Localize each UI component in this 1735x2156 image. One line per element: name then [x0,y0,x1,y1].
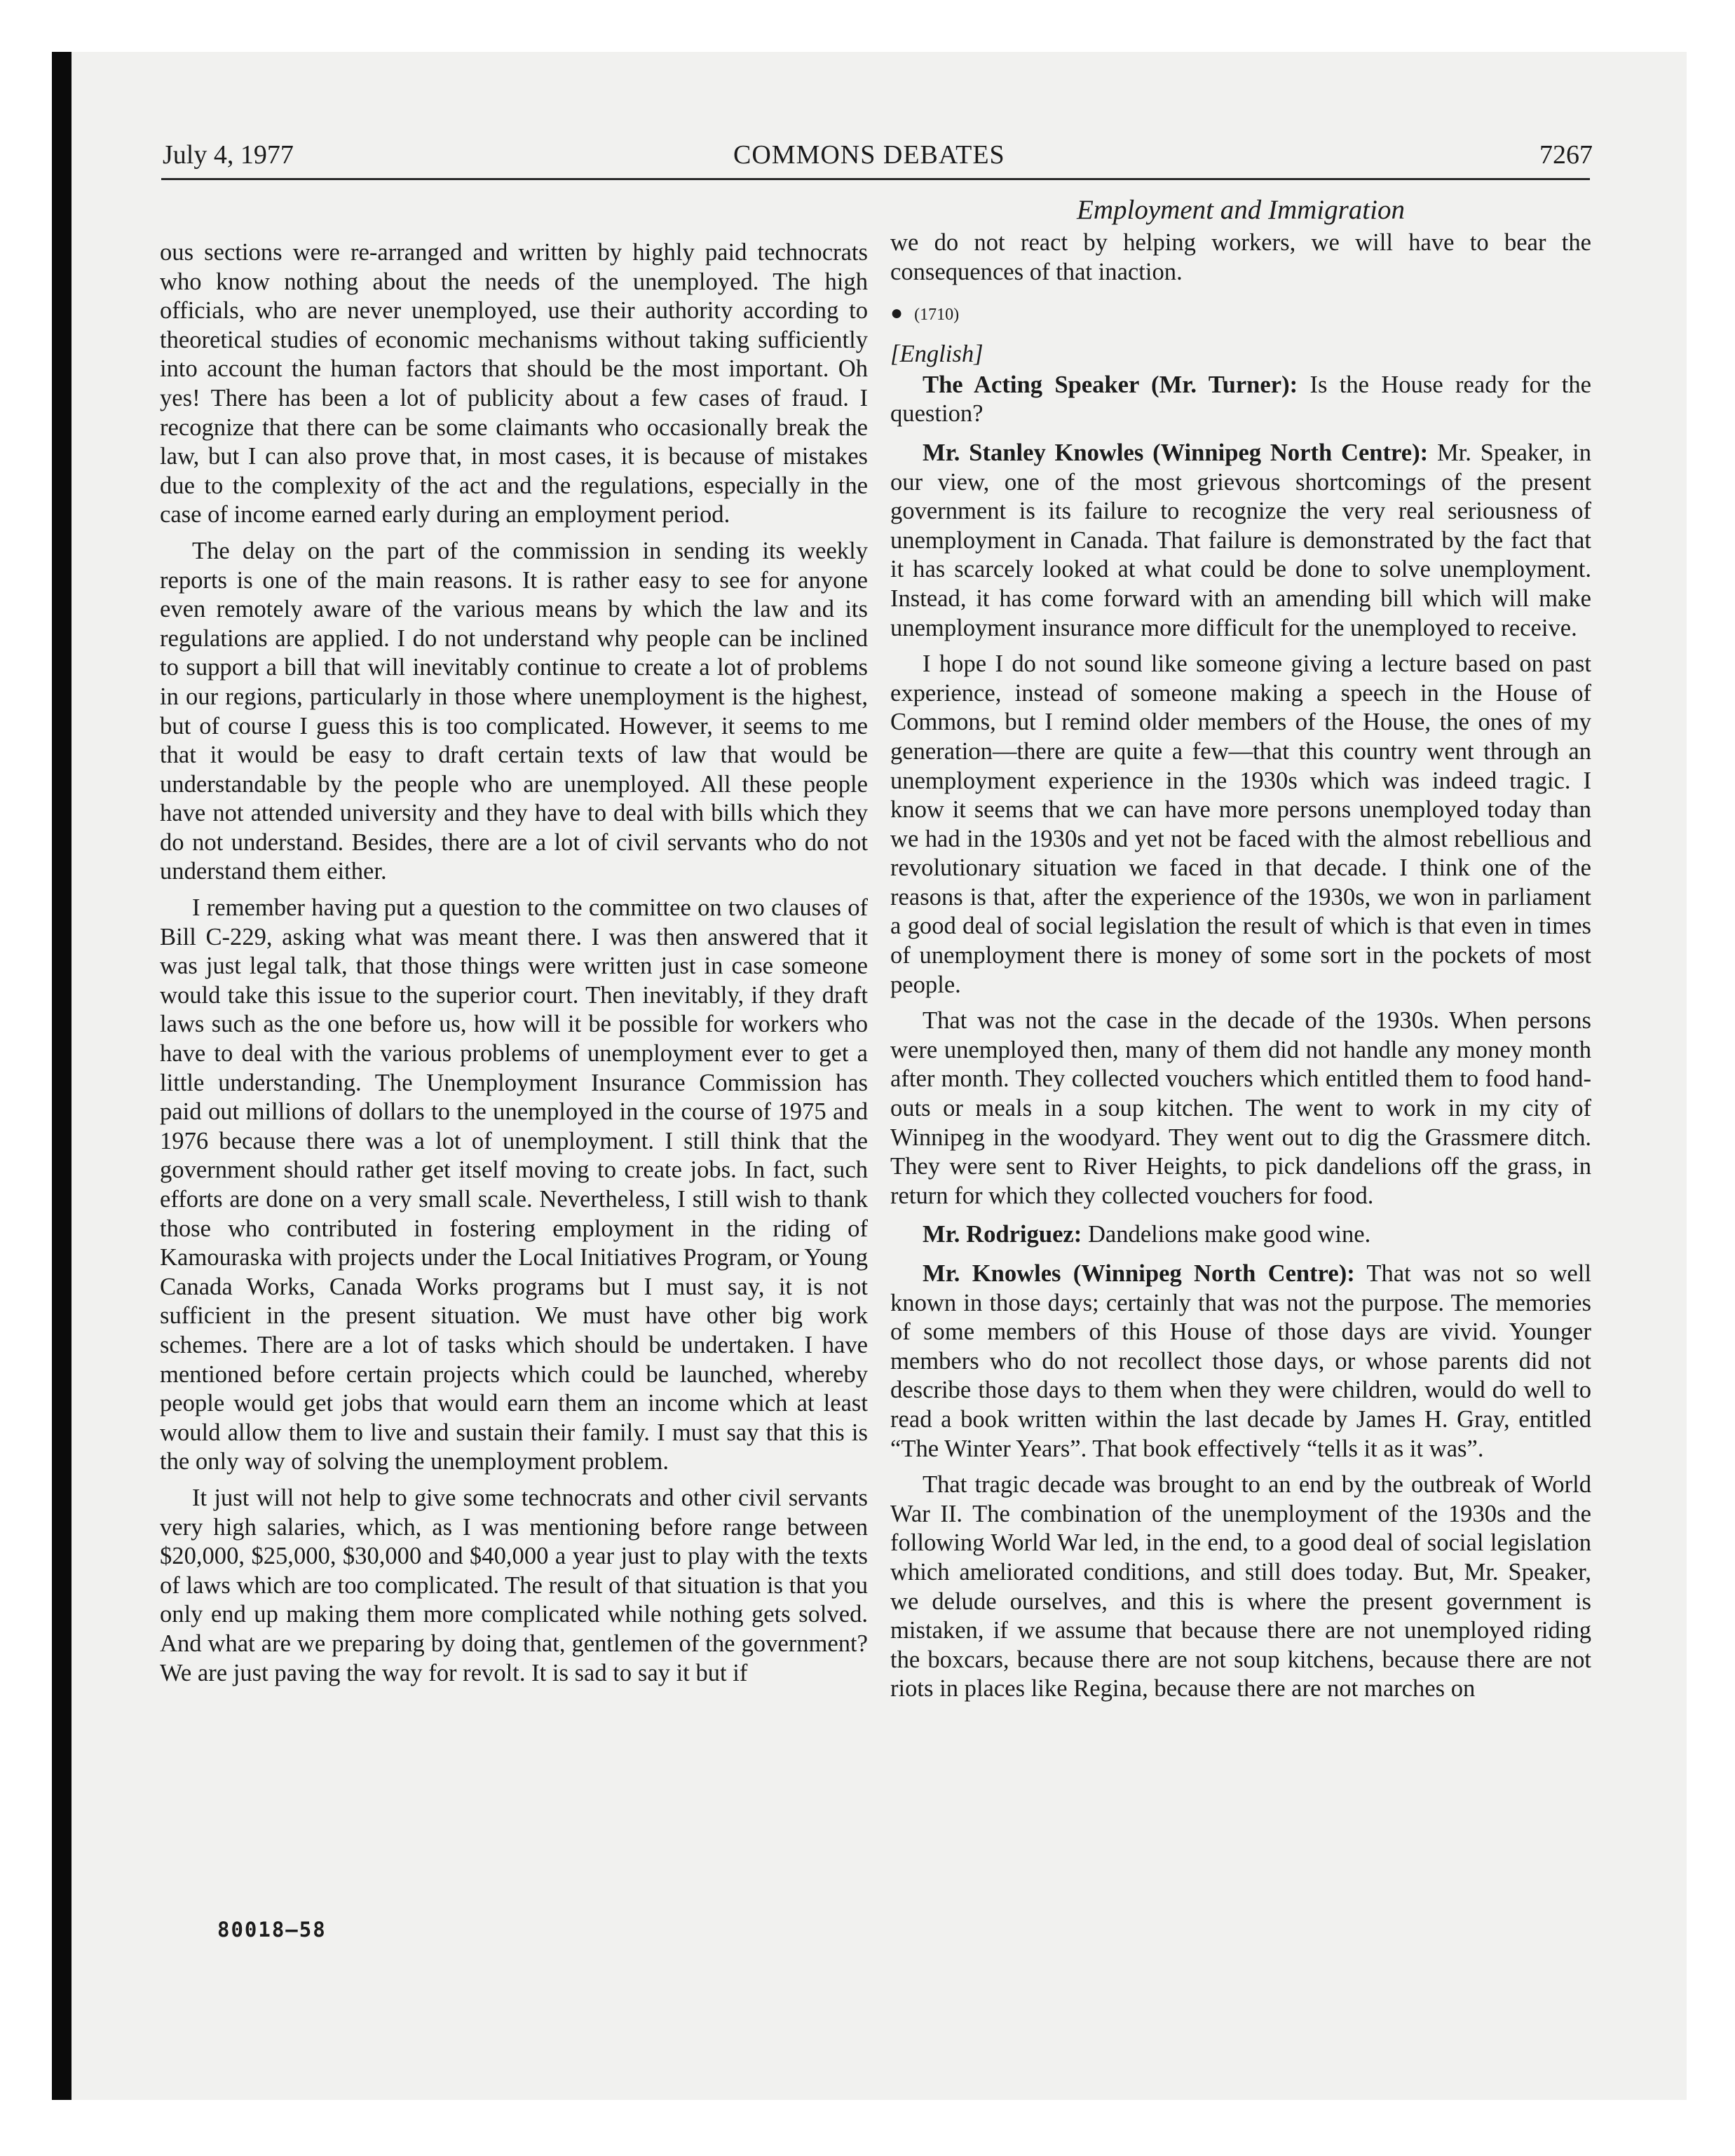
page-binding-edge [52,52,72,2100]
bullet-icon: ● [890,301,904,325]
left-column [160,238,868,1695]
speech [890,1260,1591,1464]
time-marker-text: (1710) [914,306,960,325]
paragraph: we do not react by helping workers, we will have to bear the consequences of that inaction. [890,229,1591,285]
paragraph: I remember having put a question to the committee on two clauses of Bill C-229, asking what was meant there. I was then answered that it was just legal talk, that those things were written just in case someone would take this issue to the superior court. Then inevitably, if they draft laws such as the one before us, how will it be possible for workers who have to deal with the various problems of unemployment ever to get a little understanding. The Unemployment Insurance Commission has paid out millions of dollars to the unemployed in the course of 1975 and 1976 because there was a lot of unemployment. I still think that the government should rather get itself moving to create jobs. In fact, such efforts are done on a very small scale. Nevertheless, I still wish to thank those who contributed in fostering employment in the riding of Kamouraska with projects under the Local Initiatives Program, or Young Canada Works, Canada Works programs but I must say, it is not sufficient in the present situation. We must have other big work schemes. There are a lot of tasks which should be undertaken. I have mentioned before certain projects which could be launched, whereby people would get jobs that would earn them an income which at least would allow them to live and sustain their family. I must say that this is the only way of solving the unemployment problem. [160,894,868,1475]
footer-code: 80018—58 [217,1918,327,1942]
speech [890,371,1591,429]
header-rule [161,178,1590,180]
speech-text: Dandelions make good wine. [1087,1221,1371,1248]
paragraph: It just will not help to give some technocrats and other civil servants very high salaries, which, as I was mentioning before range between $20,000, $25,000, $30,000 and $40,000 a year just to play with the texts of laws which are too complicated. The result of that situation is that you only end up making them more complicated while nothing gets solved. And what are we preparing by doing that, gentlemen of the government? We are just paving the way for revolt. It is sad to say it but if [160,1484,868,1686]
speaker-name: The Acting Speaker (Mr. Turner): [923,371,1298,398]
paragraph: That tragic decade was brought to an end by the outbreak of World War II. The combination of the unemployment of the 1930s and the following World War led, in the end, to a good deal of social legislation which ameliorated conditions, and still does today. But, Mr. Speaker, we delude ourselves, and this is where the present government is mistaken, if we assume that because there are not unemployed riding the boxcars, because there are not soup kitchens, because there are not riots in places like Regina, because there are not marches on [890,1471,1591,1703]
speech-text: Is the House ready for the question? [890,371,1591,428]
time-marker [890,301,1591,327]
right-column [890,228,1591,1711]
paragraph: ous sections were re-arranged and written by highly paid technocrats who know nothing about the needs of the unemployed. The high officials, who are never unemployed, use their authority according to theoretical studies of economic mechanisms without taking sufficiently into account the human factors that should be the most important. Oh yes! There has been a lot of publicity about a few cases of fraud. I recognize that there can be some claimants who occasionally break the law, but I can also prove that, in most cases, it is because of mistakes due to the complexity of the act and the regulations, especially in the case of income earned early during an employment period. [160,239,868,528]
section-title: Employment and Immigration [1077,195,1405,225]
speaker-name: Mr. Rodriguez: [923,1221,1082,1248]
paragraph: The delay on the part of the commission in sending its weekly reports is one of the main reasons. It is rather easy to see for anyone even remotely aware of the various means by which the law and its regulations are applied. I do not understand why people can be inclined to support a bill that will inevitably continue to create a lot of problems in our regions, particularly in those where unemployment is the highest, but of course I guess this is too complicated. However, it seems to me that it would be easy to draft certain texts of law that would be understandable by the people who are unemployed. All these people have not attended university and they have to deal with bills which they do not understand. Besides, there are a lot of civil servants who do not understand them either. [160,537,868,885]
speech [890,1220,1591,1250]
speech [890,439,1591,643]
header-title: COMMONS DEBATES [733,140,1005,170]
paragraph: I hope I do not sound like someone giving a lecture based on past experience, instead of someone making a speech in the House of Commons, but I remind older members of the House, the ones of my generation—there are quite a few—that this country went through an unemployment experience in the 1930s which was indeed tragic. I know it seems that we can have more persons unemployed today than we had in the 1930s and yet not be faced with the almost rebellious and revolutionary situation we faced in that decade. I think one of the reasons is that, after the experience of the 1930s, we won in parliament a good deal of social legislation the result of which is that even in times of unemployment there is money of some sort in the pockets of most people. [890,650,1591,998]
speaker-name: Mr. Stanley Knowles (Winnipeg North Centre): [923,439,1429,466]
paragraph: That was not the case in the decade of the 1930s. When persons were unemployed then, many of them did not handle any money month after month. They collected vouchers which entitled them to food hand-outs or meals in a soup kitchen. The went to work in my city of Winnipeg in the woodyard. They went out to dig the Grassmere ditch. They were sent to River Heights, to pick dandelions off the grass, in return for which they collected vouchers for food. [890,1007,1591,1209]
header-date: July 4, 1977 [163,140,294,170]
speech-text: That was not so well known in those days; certainly that was not the purpose. The memories of some members of this House of those days are vivid. Younger members who do not recollect those days, or whose parents did not describe those days to them when they were children, would do well to read a book written within the last decade by James H. Gray, entitled “The Winter Years”. That book effectively “tells it as it was”. [890,1260,1591,1462]
speaker-name: Mr. Knowles (Winnipeg North Centre): [923,1260,1355,1287]
header-page-number: 7267 [1539,140,1593,170]
language-tag: [English] [890,341,984,368]
speech-text: Mr. Speaker, in our view, one of the most grievous shortcomings of the present government is its failure to recognize the very real seriousness of unemployment in Canada. That failure is demonstrated by the fact that it has scarcely looked at what could be done to solve unemployment. Instead, it has come forward with an amending bill which will make unemployment insurance more difficult for the unemployed to receive. [890,439,1591,641]
